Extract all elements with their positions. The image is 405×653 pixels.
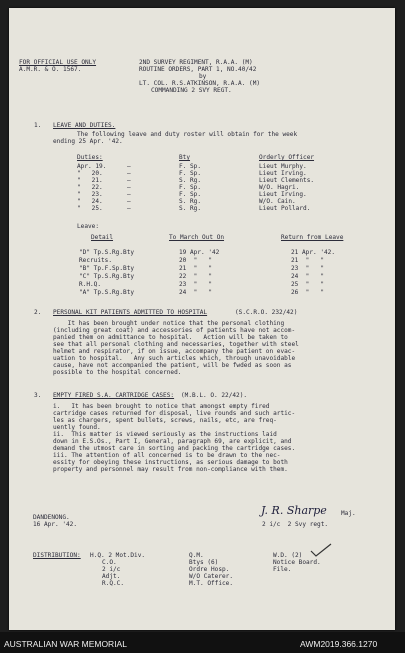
dist-item: Q.M. <box>189 552 204 559</box>
leave-detail: "A" Tp.S.Rg.Bty <box>79 289 135 296</box>
duty-dash: – <box>127 177 131 184</box>
checkmark-icon <box>309 542 333 558</box>
footer-bar <box>0 632 405 653</box>
section-3-title: EMPTY FIRED S.A. CARTRIDGE CASES: <box>53 392 175 399</box>
section-2-line: cause, have not accompanied the patient, will be fwded as soon as <box>53 362 292 369</box>
dist-item: H.Q. 2 Mot.Div. <box>90 552 146 559</box>
return-heading: Return from Leave <box>281 234 344 241</box>
dist-item: W.D. (2) <box>273 552 303 559</box>
dist-item: W/O Caterer. <box>189 573 234 580</box>
leave-return: 21 " " <box>291 257 325 264</box>
section-1-number: 1. <box>34 122 42 129</box>
duty-bty: F. Sp. <box>179 163 202 170</box>
duty-bty: F. Sp. <box>179 170 202 177</box>
section-3-line: iii. The attention of all concerned is to be drawn to the nec- <box>53 452 281 459</box>
march-out-heading: To March Out On <box>169 234 225 241</box>
section-3-number: 3. <box>34 392 42 399</box>
dist-item: Ordre Hosp. <box>189 566 230 573</box>
commander-title: COMMANDING 2 SVY REGT. <box>151 87 232 94</box>
dist-item: 2 i/c <box>102 566 121 573</box>
sign-date: 16 Apr. '42. <box>33 521 78 528</box>
section-2-line: (including great coat) and accessories of patients have not accom- <box>53 327 296 334</box>
section-3-line: demand the utmost care in sorting and packing the cartridge cases. <box>53 445 296 452</box>
leave-march: 23 " " <box>179 281 213 288</box>
leave-heading: Leave: <box>77 223 100 230</box>
footer-accession-number: AWM2019.366.1270 <box>300 639 378 649</box>
dist-item: File. <box>273 566 292 573</box>
section-3-line: down in E.S.Os., Part I, General, paragraph 69, are explicit, and <box>53 438 292 445</box>
leave-march: 19 Apr. '42 <box>179 249 220 256</box>
leave-return: 24 " " <box>291 273 325 280</box>
leave-detail: R.H.Q. <box>79 281 102 288</box>
by-label: by <box>199 73 207 80</box>
duty-bty: F. Sp. <box>179 191 202 198</box>
distribution-label: DISTRIBUTION: <box>33 552 81 559</box>
dist-item: Notice Board. <box>273 559 321 566</box>
regiment-title: 2ND SURVEY REGIMENT, R.A.A. (M) <box>139 59 253 66</box>
section-2-number: 2. <box>34 309 42 316</box>
section-3-line: property and personnel may result from non-compliance with them. <box>53 466 288 473</box>
leave-march: 22 " " <box>179 273 213 280</box>
duty-bty: S. Rg. <box>179 177 202 184</box>
duty-dash: – <box>127 163 131 170</box>
section-2-title: PERSONAL KIT PATIENTS ADMITTED TO HOSPITAL <box>53 309 208 316</box>
section-1-title: LEAVE AND DUTIES. <box>53 122 116 129</box>
section-2-line: helmet and respirator, if on issue, accompany the patient on evac- <box>53 348 296 355</box>
leave-march: 24 " " <box>179 289 213 296</box>
leave-return: 25 " " <box>291 281 325 288</box>
duty-bty: F. Sp. <box>179 184 202 191</box>
sign-role: 2 i/c 2 Svy regt. <box>262 521 329 528</box>
leave-march: 20 " " <box>179 257 213 264</box>
dist-item: Adjt. <box>102 573 121 580</box>
section-3-reference: (M.B.L. O. 22/42). <box>181 392 248 399</box>
sign-rank: Maj. <box>341 510 356 517</box>
duty-dash: – <box>127 184 131 191</box>
duty-officer: Lieut Clements. <box>259 177 315 184</box>
section-2-line: uation to hospital. Any such articles which, through unavoidable <box>53 355 296 362</box>
section-2-line: panied them on admittance to hospital. Action will be taken to <box>53 334 288 341</box>
duty-officer: Lieut Irving. <box>259 170 307 177</box>
duty-date: " 24. <box>77 198 103 205</box>
leave-detail: "C" Tp.S.Rg.Bty <box>79 273 135 280</box>
sign-place: DANDENONG. <box>33 514 70 521</box>
duty-officer: Lieut Pollard. <box>259 205 311 212</box>
detail-heading: Detail <box>91 234 114 241</box>
duty-date: " 21. <box>77 177 103 184</box>
bty-heading: Bty <box>179 154 191 161</box>
official-use-label: FOR OFFICIAL USE ONLY <box>19 59 97 66</box>
section-3-line: i. It has been brought to notice that amongst empty fired <box>53 403 270 410</box>
section-3-line: les as chargers, spent bullets, screws, nails, etc, are freq- <box>53 417 277 424</box>
dist-item: M.T. Office. <box>189 580 234 587</box>
leave-detail: "B" Tp.F.Sp.Bty <box>79 265 135 272</box>
duty-date: " 22. <box>77 184 103 191</box>
orderly-officer-heading: Orderly Officer <box>259 154 315 161</box>
section-2-line: possible to the hospital concerned. <box>53 369 182 376</box>
commander-name: LT. COL. R.S.ATKINSON, R.A.A. (M) <box>139 80 261 87</box>
duty-officer: W/O. Hagri. <box>259 184 300 191</box>
leave-detail: Recruits. <box>79 257 113 264</box>
section-2-reference: (S.C.R.O. 232/42) <box>235 309 298 316</box>
section-3-line: cartridge cases returned for disposal, live rounds and such artic- <box>53 410 296 417</box>
orders-title: ROUTINE ORDERS, PART 1, NO.40/42 <box>139 66 257 73</box>
duty-date: Apr. 19. <box>77 163 107 170</box>
dist-item: C.O. <box>102 559 117 566</box>
leave-return: 21 Apr. '42. <box>291 249 336 256</box>
leave-march: 21 " " <box>179 265 213 272</box>
section-1-intro-line-2: ending 25 Apr. '42. <box>53 138 123 145</box>
duty-date: " 23. <box>77 191 103 198</box>
duty-date: " 25. <box>77 205 103 212</box>
duty-date: " 20. <box>77 170 103 177</box>
dist-item: R.Q.C. <box>102 580 125 587</box>
leave-return: 26 " " <box>291 289 325 296</box>
section-1-intro-line-1: The following leave and duty roster will obtain for the week <box>77 131 298 138</box>
amr-reference: A.M.R. & O. 1567. <box>19 66 82 73</box>
section-2-line: It has been brought under notice that the personal clothing <box>53 320 285 327</box>
leave-detail: "D" Tp.S.Rg.Bty <box>79 249 135 256</box>
section-3-line: essity for obeying these instructions, as serious damage to both <box>53 459 288 466</box>
dist-item: Btys (6) <box>189 559 219 566</box>
duty-officer: W/O. Cain. <box>259 198 296 205</box>
section-3-line: uently found. <box>53 424 101 431</box>
duty-dash: – <box>127 205 131 212</box>
duty-bty: S. Rg. <box>179 198 202 205</box>
handwritten-signature: J. R. Sharpe <box>261 504 327 517</box>
duty-dash: – <box>127 191 131 198</box>
duty-bty: S. Rg. <box>179 205 202 212</box>
document-page <box>9 8 395 630</box>
duty-dash: – <box>127 198 131 205</box>
duty-dash: – <box>127 170 131 177</box>
duties-heading: Duties: <box>77 154 103 161</box>
section-3-line: ii. This matter is viewed seriously as the instructions laid <box>53 431 277 438</box>
section-2-line: see that all personal clothing and necessaries, together with steel <box>53 341 299 348</box>
footer-institution: AUSTRALIAN WAR MEMORIAL <box>4 639 127 649</box>
leave-return: 23 " " <box>291 265 325 272</box>
duty-officer: Lieut Irving. <box>259 191 307 198</box>
duty-officer: Lieut Murphy. <box>259 163 307 170</box>
